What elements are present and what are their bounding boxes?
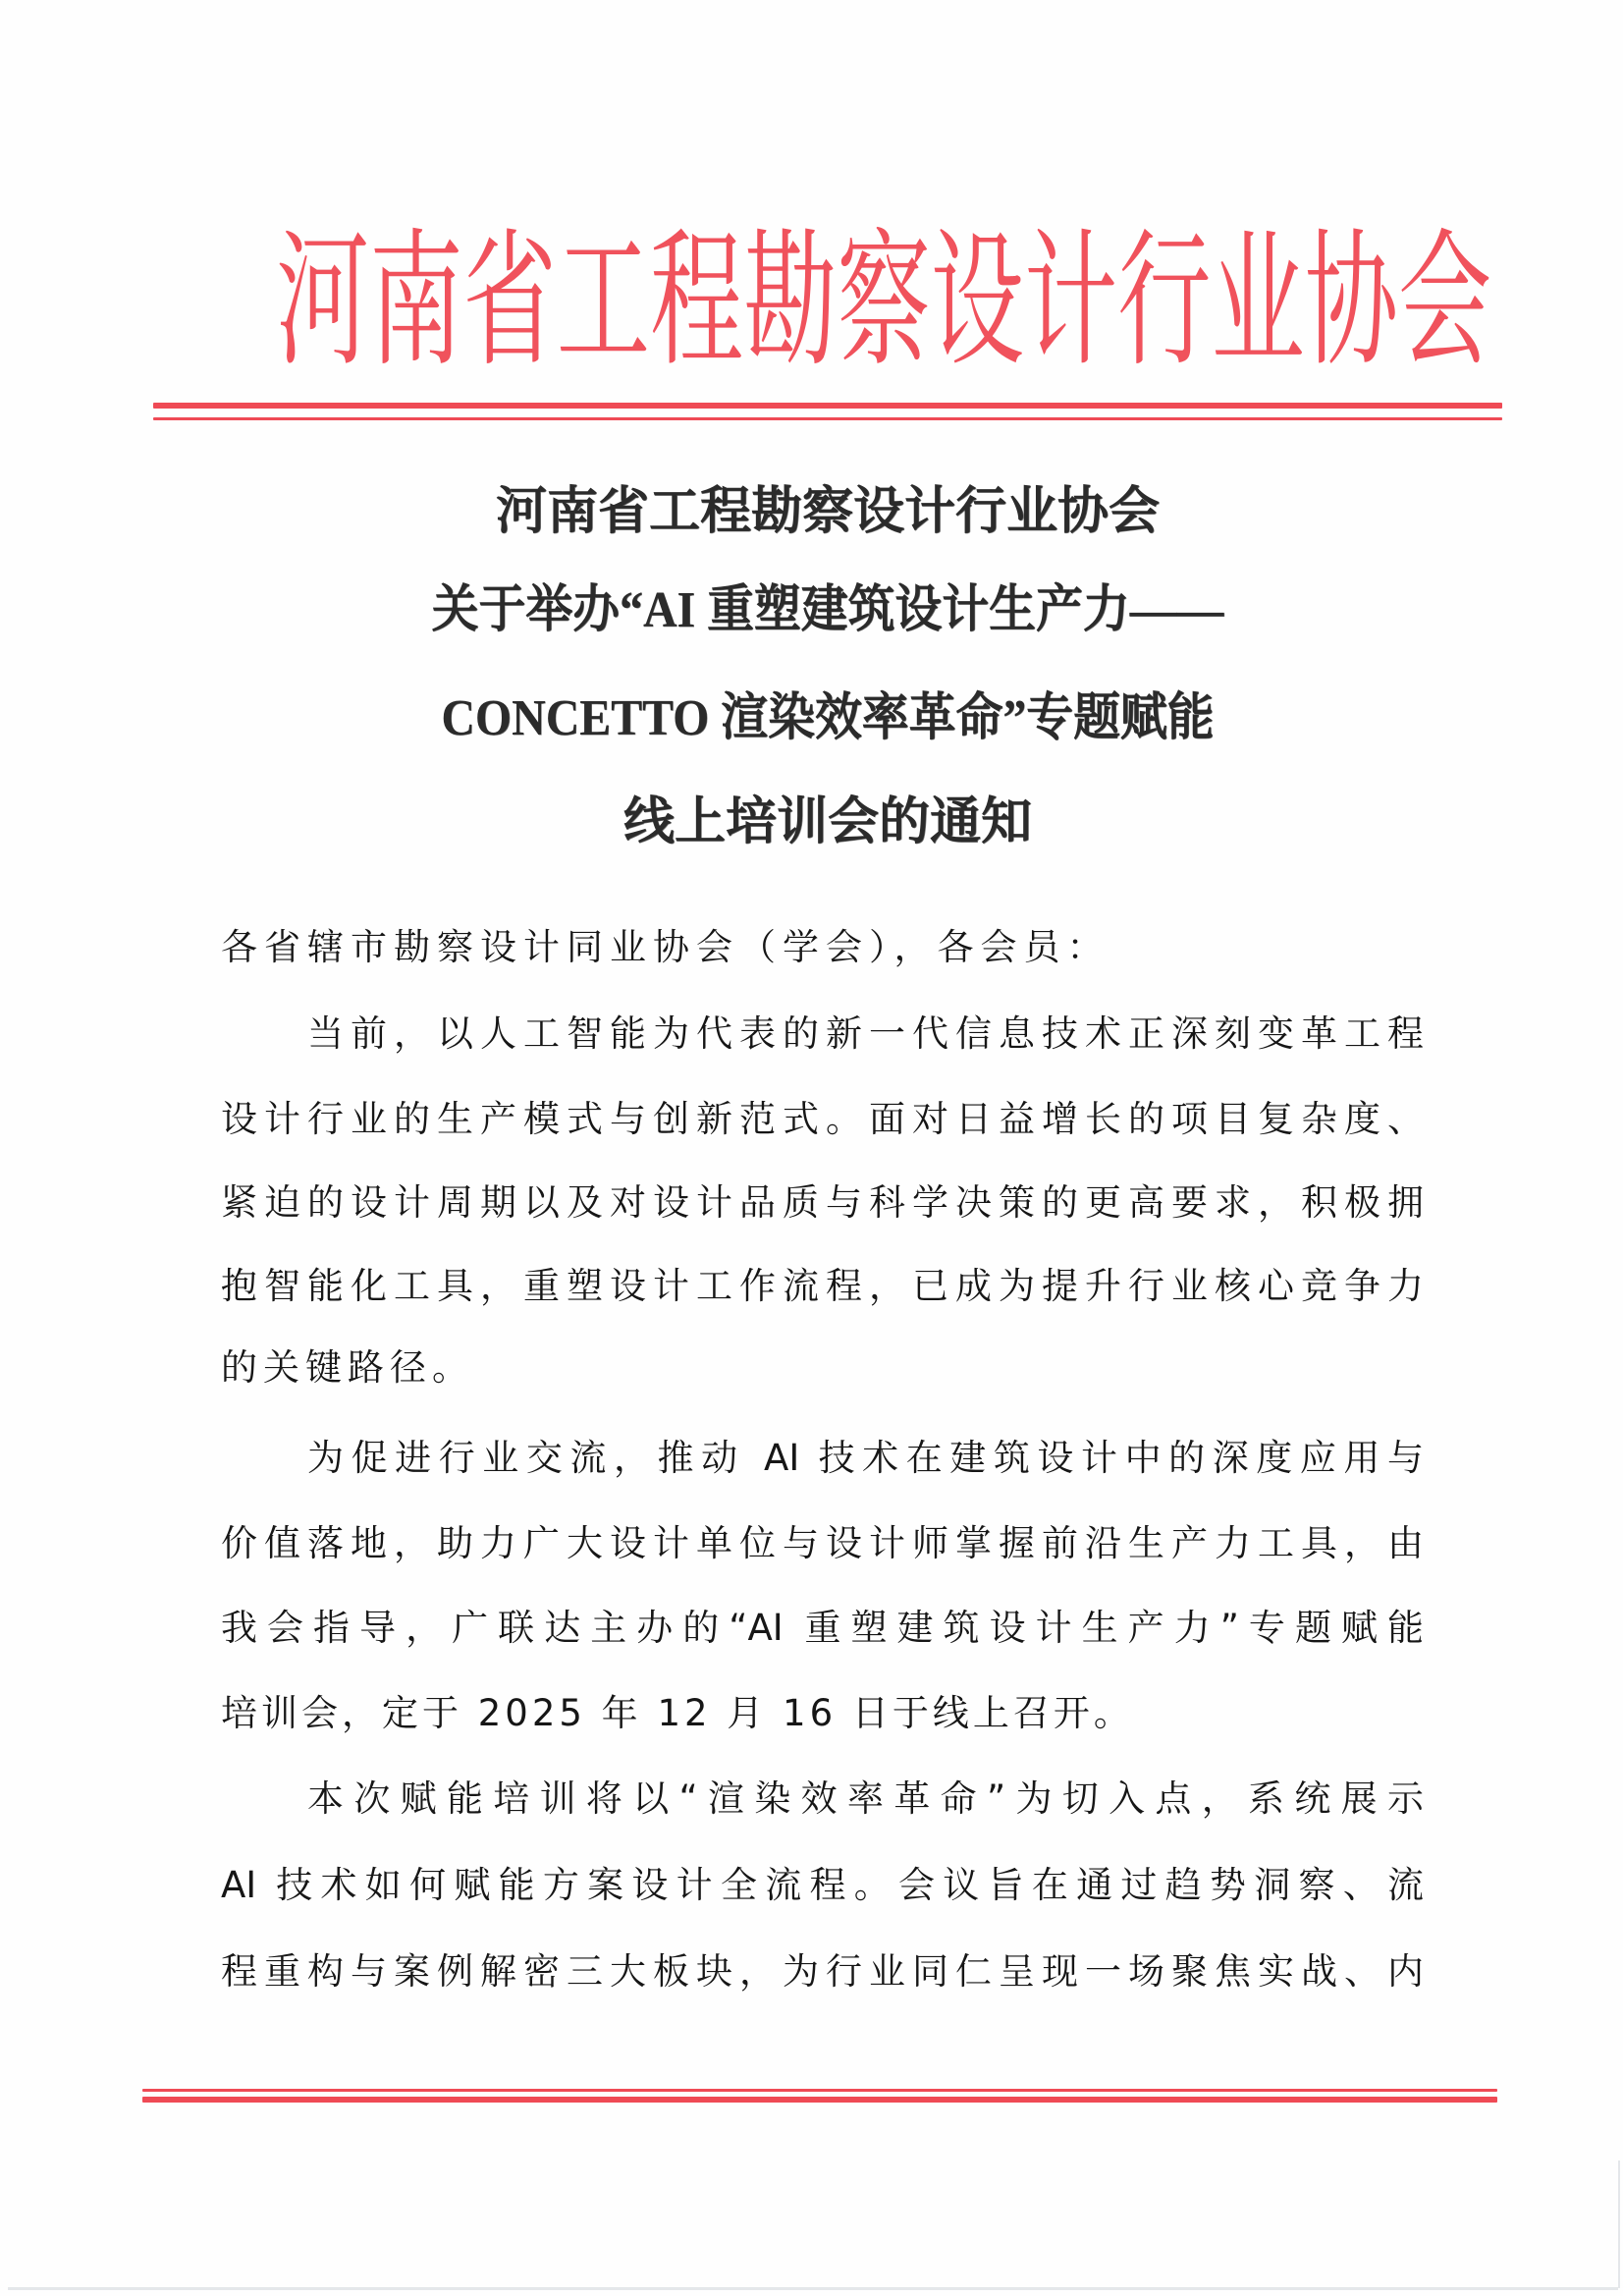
paragraph-line: 紧迫的设计周期以及对设计品质与科学决策的更高要求，积极拥 [221, 1181, 1424, 1224]
title-line-1: 河南省工程勘察设计行业协会 [495, 484, 1160, 540]
paragraph-line: 我会指导，广联达主办的“AI 重塑建筑设计生产力”专题赋能 [221, 1607, 1424, 1649]
title-line-4: 线上培训会的通知 [622, 794, 1032, 850]
paragraph-line: 设计行业的生产模式与创新范式。面对日益增长的项目复杂度、 [221, 1098, 1424, 1140]
paragraph-line: 价值落地，助力广大设计单位与设计师掌握前沿生产力工具，由 [221, 1522, 1424, 1564]
bottom-rule-thick [142, 2097, 1497, 2103]
top-rule-thin [153, 417, 1502, 420]
letterhead-organization-name: 河南省工程勘察设计行业协会 [276, 216, 1492, 387]
bottom-rule-thin [142, 2089, 1497, 2092]
paragraph-line: 当前，以人工智能为代表的新一代信息技术正深刻变革工程 [307, 1012, 1424, 1055]
paragraph-line: 抱智能化工具，重塑设计工作流程，已成为提升行业核心竞争力 [221, 1265, 1424, 1307]
paragraph-line: AI 技术如何赋能方案设计全流程。会议旨在通过趋势洞察、流 [221, 1864, 1424, 1906]
scan-edge-bottom [8, 2287, 1618, 2290]
paragraph-line: 本次赋能培训将以“渲染效率革命”为切入点，系统展示 [307, 1777, 1424, 1820]
title-line-2: 关于举办“AI 重塑建筑设计生产力—— [431, 582, 1224, 638]
paragraph-line: 程重构与案例解密三大板块，为行业同仁呈现一场聚焦实战、内 [221, 1950, 1424, 1993]
paragraph-line: 的关键路径。 [221, 1346, 474, 1389]
salutation: 各省辖市勘察设计同业协会（学会），各会员： [221, 926, 1110, 968]
paragraph-line: 培训会，定于 2025 年 12 月 16 日于线上召开。 [221, 1692, 1134, 1734]
scan-edge-right [1618, 2160, 1620, 2288]
paragraph-line: 为促进行业交流，推动 AI 技术在建筑设计中的深度应用与 [307, 1437, 1424, 1479]
top-rule-thick [153, 403, 1502, 409]
title-line-3: CONCETTO 渲染效率革命”专题赋能 [441, 690, 1215, 746]
